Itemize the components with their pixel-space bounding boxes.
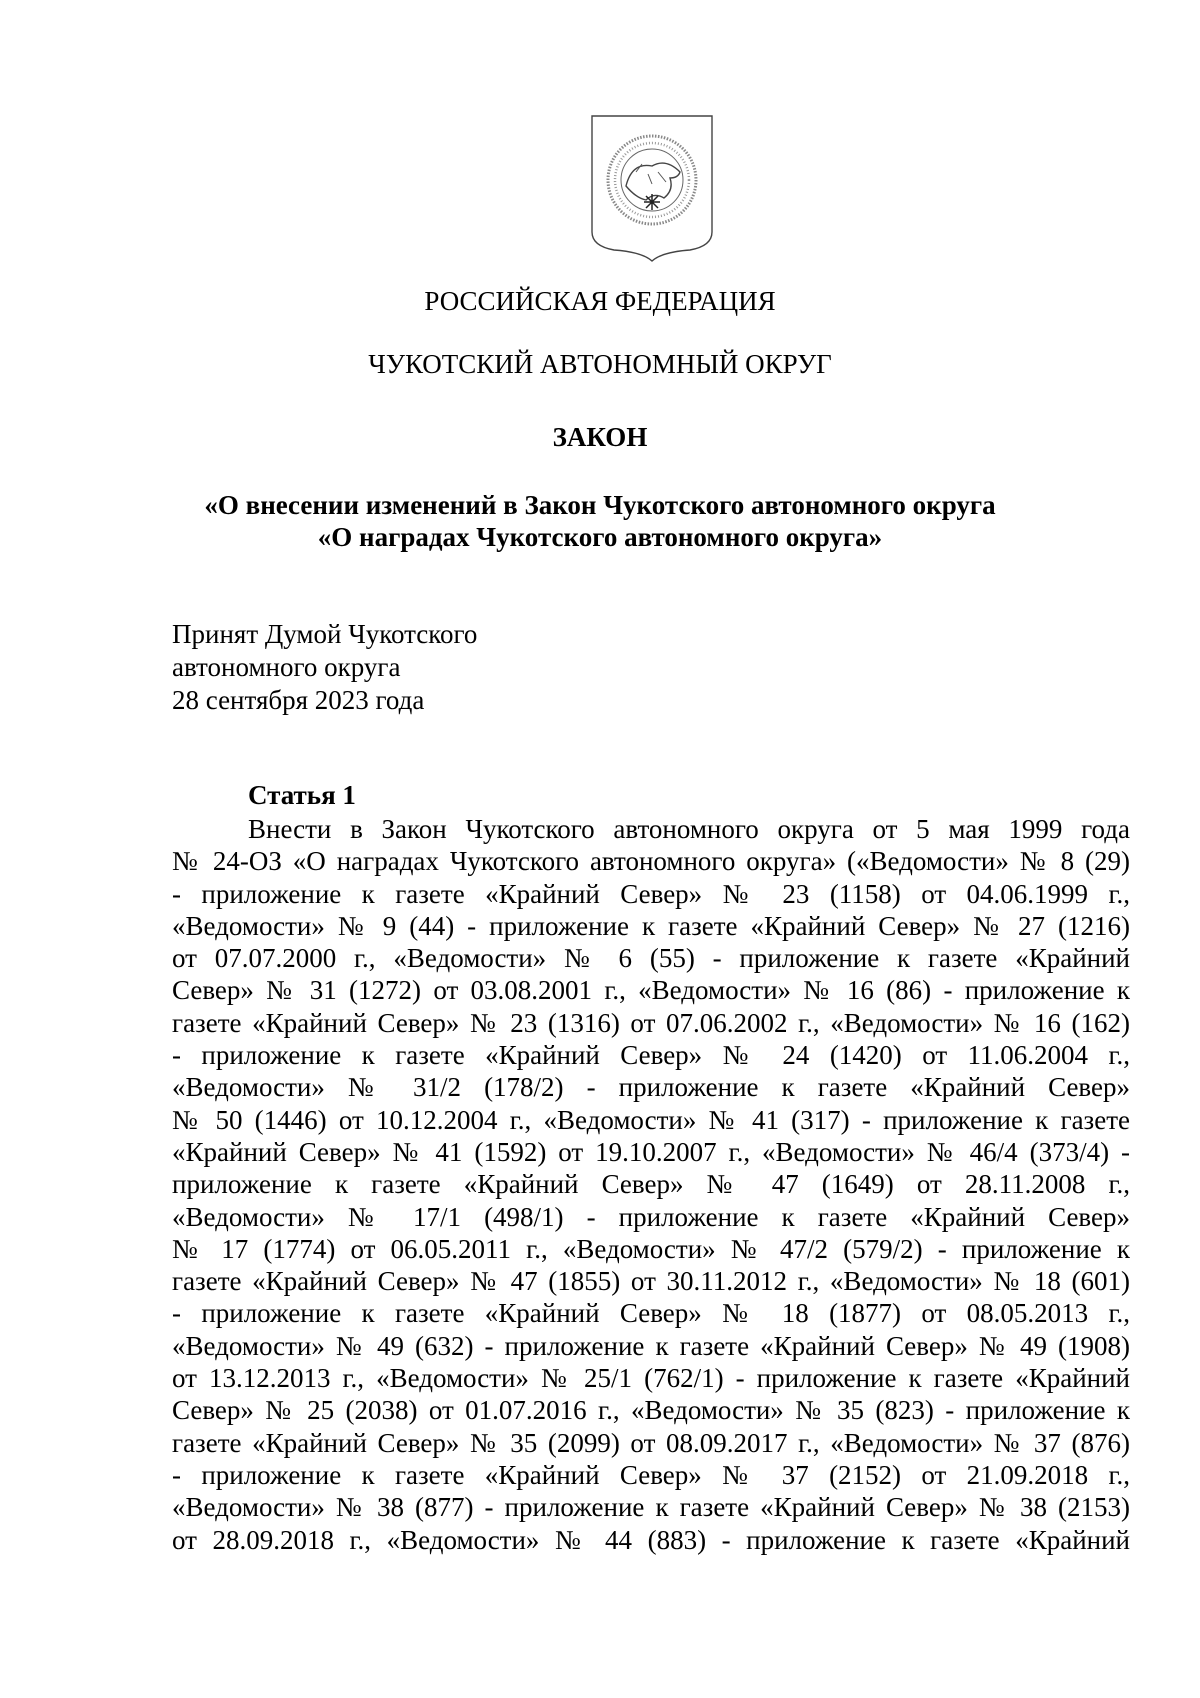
document-type-heading: ЗАКОН xyxy=(552,422,648,452)
body-line: газете «Крайний Север» № 47 (1855) от 30.11.2012 г., «Ведомости» № 18 (601) xyxy=(172,1266,1130,1297)
body-line: № 17 (1774) от 06.05.2011 г., «Ведомости» № 47/2 (579/2) - приложение к xyxy=(172,1233,1130,1264)
body-line: - приложение к газете «Крайний Север» № 24 (1420) от 11.06.2004 г., xyxy=(172,1040,1130,1071)
adoption-line-1: Принят Думой Чукотского xyxy=(172,619,478,649)
country-heading: РОССИЙСКАЯ ФЕДЕРАЦИЯ xyxy=(424,286,776,316)
coat-of-arms-emblem xyxy=(590,114,714,262)
adoption-date: 28 сентября 2023 года xyxy=(172,685,425,715)
body-line: газете «Крайний Север» № 35 (2099) от 08.09.2017 г., «Ведомости» № 37 (876) xyxy=(172,1427,1130,1458)
law-title-line-1: «О внесении изменений в Закон Чукотского автономного округа xyxy=(204,490,996,520)
adoption-block xyxy=(172,618,477,717)
body-line: приложение к газете «Крайний Север» № 47 (1649) от 28.11.2008 г., xyxy=(172,1169,1130,1200)
body-line: № 50 (1446) от 10.12.2004 г., «Ведомости» № 41 (317) - приложение к газете xyxy=(172,1104,1130,1135)
body-line: Север» № 31 (1272) от 03.08.2001 г., «Ведомости» № 16 (86) - приложение к xyxy=(172,975,1130,1006)
body-line: «Ведомости» № 9 (44) - приложение к газете «Крайний Север» № 27 (1216) xyxy=(172,910,1130,941)
body-line: «Ведомости» № 38 (877) - приложение к газете «Крайний Север» № 38 (2153) xyxy=(172,1492,1130,1523)
body-line: Север» № 25 (2038) от 01.07.2016 г., «Ведомости» № 35 (823) - приложение к xyxy=(172,1395,1130,1426)
body-line: № 24-ОЗ «О наградах Чукотского автономного округа» («Ведомости» № 8 (29) xyxy=(172,846,1130,877)
body-line: от 28.09.2018 г., «Ведомости» № 44 (883) - приложение к газете «Крайний xyxy=(172,1524,1130,1555)
body-line: - приложение к газете «Крайний Север» № 37 (2152) от 21.09.2018 г., xyxy=(172,1459,1130,1490)
article-title: Статья 1 xyxy=(248,780,356,810)
body-line: «Крайний Север» № 41 (1592) от 19.10.2007 г., «Ведомости» № 46/4 (373/4) - xyxy=(172,1136,1130,1167)
body-line: - приложение к газете «Крайний Север» № 23 (1158) от 04.06.1999 г., xyxy=(172,878,1130,909)
body-line: «Ведомости» № 17/1 (498/1) - приложение к газете «Крайний Север» xyxy=(172,1201,1130,1232)
adoption-line-2: автономного округа xyxy=(172,652,401,682)
region-heading: ЧУКОТСКИЙ АВТОНОМНЫЙ ОКРУГ xyxy=(368,349,832,379)
body-line: «Ведомости» № 31/2 (178/2) - приложение к газете «Крайний Север» xyxy=(172,1072,1130,1103)
body-line: Внести в Закон Чукотского автономного округа от 5 мая 1999 года xyxy=(248,814,1130,844)
body-line: от 07.07.2000 г., «Ведомости» № 6 (55) - приложение к газете «Крайний xyxy=(172,943,1130,974)
body-line: «Ведомости» № 49 (632) - приложение к газете «Крайний Север» № 49 (1908) xyxy=(172,1330,1130,1361)
law-title-line-2: «О наградах Чукотского автономного округа» xyxy=(317,522,883,552)
article-body xyxy=(172,813,1130,1556)
body-line: от 13.12.2013 г., «Ведомости» № 25/1 (762/1) - приложение к газете «Крайний xyxy=(172,1363,1130,1394)
body-line: - приложение к газете «Крайний Север» № 18 (1877) от 08.05.2013 г., xyxy=(172,1298,1130,1329)
body-line: газете «Крайний Север» № 23 (1316) от 07.06.2002 г., «Ведомости» № 16 (162) xyxy=(172,1007,1130,1038)
